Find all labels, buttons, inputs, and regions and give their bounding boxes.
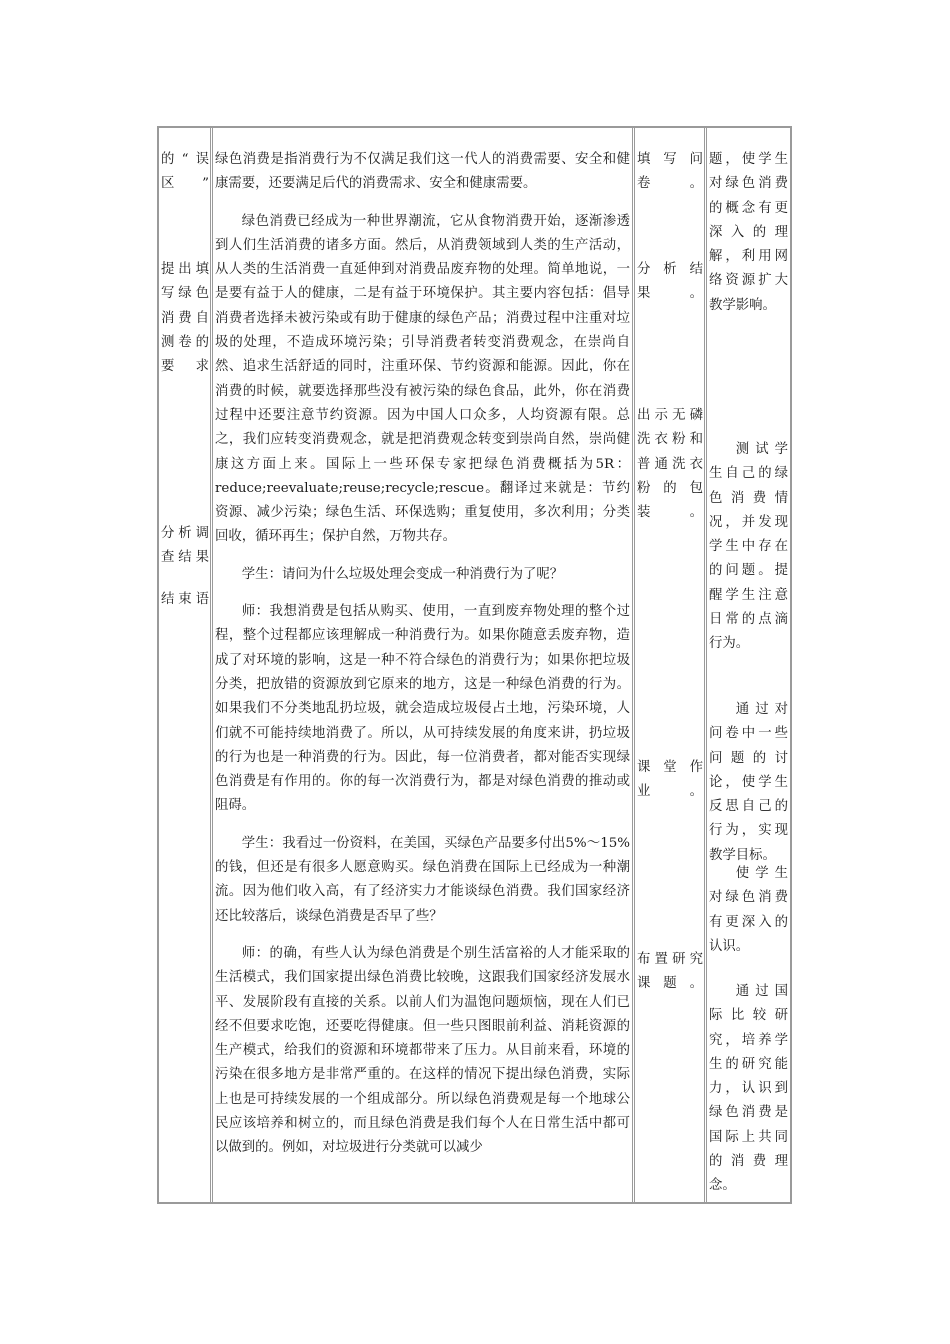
activity-fill-survey: 填写问卷。	[637, 152, 703, 192]
stage-closing: 结束语	[161, 592, 209, 607]
activity-research-topic: 布置研究课题。	[637, 952, 703, 992]
activity-show-packaging: 出示无磷洗衣粉和普通洗衣粉的包装。	[637, 408, 703, 521]
content-paragraph: 师：的确，有些人认为绿色消费是个别生活富裕的人才能采取的生活模式，我们国家提出绿色消费比较晚，这跟我们国家经济发展水平、发展阶段有直接的关系。以前人们为温饱问题烦恼，现在人们已经不但要求吃饱，还要吃得健康。但一些只图眼前利益、消耗资源的生产模式，给我们的资源和环境都带来了压力。从目前来看，环境的污染在很多地方是非常严重的。在这样的情况下提出绿色消费，实际上也是可持续发展的一个组成部分。所以绿色消费观是每一个地球公民应该培养和树立的，而且绿色消费是我们每个人在日常生活中都可以做到的。例如，对垃圾进行分类就可以减少	[215, 945, 630, 1156]
content-paragraph: 绿色消费是指消费行为不仅满足我们这一代人的消费需要、安全和健康需要，还要满足后代的消费需求、安全和健康需要。	[215, 152, 630, 192]
stage-analyze-results: 分析调查结果	[161, 526, 209, 566]
intent-column	[707, 128, 790, 1202]
stage-survey-requirement: 提出填写绿色消费自测卷的要求	[161, 262, 209, 375]
activity-analyze: 分析结果。	[637, 262, 703, 302]
intent-text: 题，使学生对绿色消费的概念有更深入的理解，利用网络资源扩大教学影响。	[709, 152, 788, 313]
content-paragraph: 学生：我看过一份资料，在美国，买绿色产品要多付出5%～15%的钱，但还是有很多人愿意购买。绿色消费在国际上已经成为一种潮流。因为他们收入高，有了经济实力才能谈绿色消费。我们国家经济还比较落后，谈绿色消费是否早了些？	[215, 835, 630, 924]
activity-classwork: 课堂作业。	[637, 760, 703, 800]
intent-block	[709, 148, 788, 318]
content-paragraph: 绿色消费已经成为一种世界潮流，它从食物消费开始，逐渐渗透到人们生活消费的诸多方面。然后，从消费领域到人类的生产活动，从人类的生活消费一直延伸到对消费品废弃物的处理。简单地说，一是要有益于人的健康，二是有益于环境保护。其主要内容包括：倡导消费者选择未被污染或有助于健康的绿色产品；消费过程中注重对垃圾的处理，不造成环境污染；引导消费者转变消费观念，在崇尚自然、追求生活舒适的同时，注重环保、节约资源和能源。因此，你在消费的时候，就要选择那些没有被污染的绿色食品，此外，你在消费过程中还要注意节约资源。因为中国人口众多，人均资源有限。总之，我们应转变消费观念，就是把消费观念转变到崇尚自然，崇尚健康这方面上来。国际上一些环保专家把绿色消费概括为5R：reduce;reevaluate;reuse;recycle;rescue。翻译过来就是：节约资源、减少污染；绿色生活、环保选购；重复使用，多次利用；分类回收，循环再生；保护自然，万物共存。	[215, 213, 630, 545]
intent-block	[709, 698, 788, 868]
intent-text: 通过国际比较研究，培养学生的研究能力，认识到绿色消费是国际上共同的消费理念。	[709, 984, 788, 1194]
intent-block	[709, 980, 788, 1199]
content-paragraph: 学生：请问为什么垃圾处理会变成一种消费行为了呢？	[241, 566, 564, 582]
intent-block	[709, 438, 788, 657]
intent-block	[709, 862, 788, 959]
content-paragraph: 师：我想消费是包括从购买、使用，一直到废弃物处理的整个过程，整个过程都应该理解成一种消费行为。如果你随意丢废弃物，造成了对环境的影响，这是一种不符合绿色的消费行为；如果你把垃圾分类，把放错的资源放到它原来的地方，这是一种绿色消费的行为。如果我们不分类地乱扔垃圾，就会造成垃圾侵占土地，污染环境，人们就不可能持续地消费了。所以，从可持续发展的角度来讲，扔垃圾的行为也是一种消费的行为。因此，每一位消费者，都对能否实现绿色消费是有作用的。你的每一次消费行为，都是对绿色消费的推动或阻碍。	[215, 604, 630, 814]
lesson-plan-table	[157, 126, 792, 1204]
content-column	[213, 128, 633, 1202]
intent-text: 测试学生自己的绿色消费情况，并发现学生中存在的问题。提醒学生注意日常的点滴行为。	[709, 442, 788, 652]
stage-misconception: 的“误区”	[161, 152, 209, 192]
intent-text: 使学生对绿色消费有更深入的认识。	[709, 866, 788, 954]
intent-text: 通过对问卷中一些问题的讨论，使学生反思自己的行为，实现教学目标。	[709, 702, 788, 863]
stage-column	[159, 128, 211, 1202]
content-text	[213, 128, 633, 1161]
activity-column	[635, 128, 705, 1202]
